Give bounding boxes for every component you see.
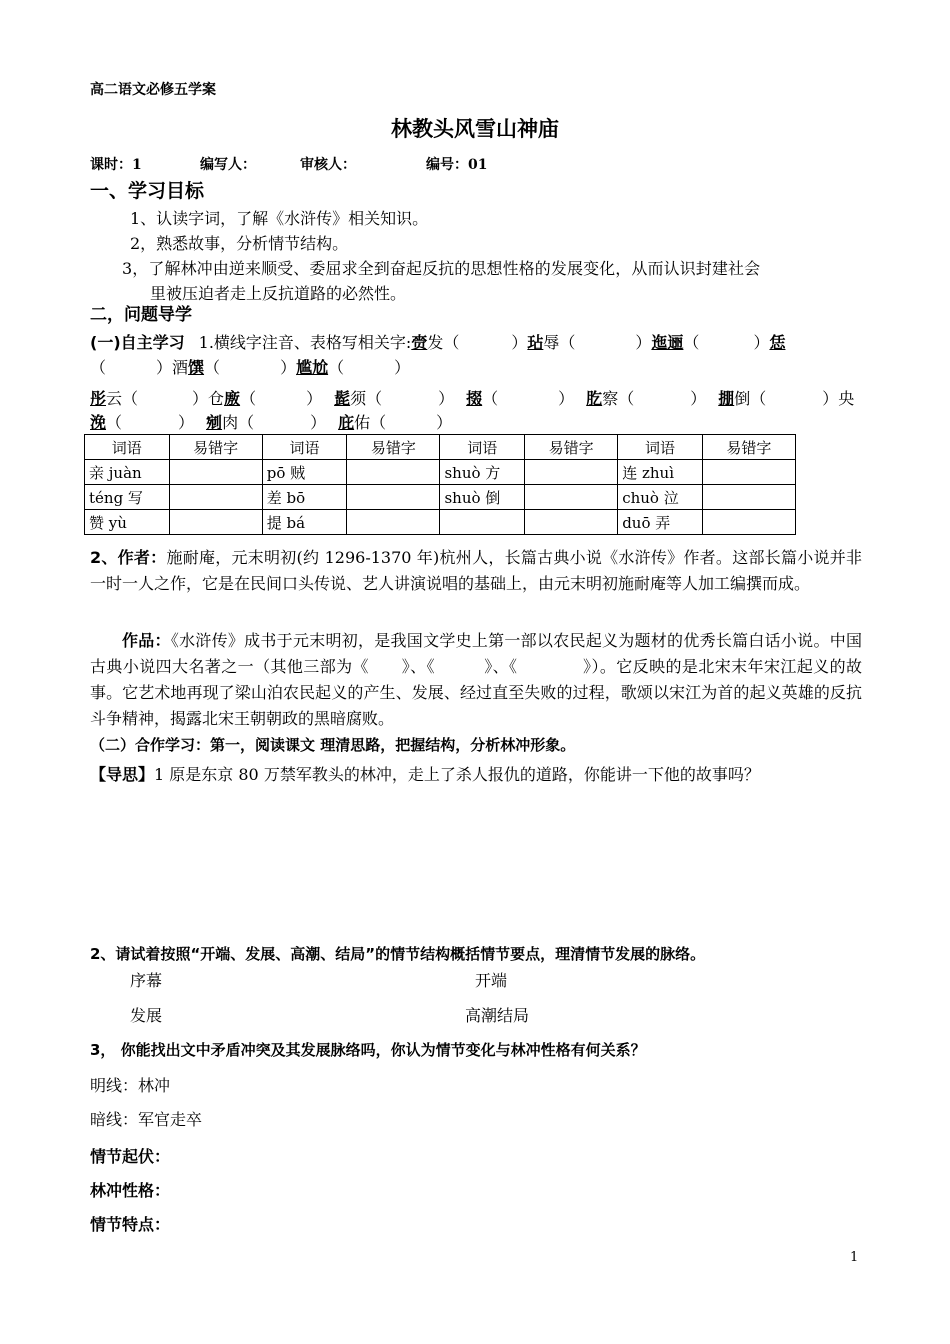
paren-open: （	[90, 358, 107, 377]
word-ge: 肐	[586, 389, 603, 408]
paren-close: ）	[280, 358, 297, 377]
word-ao-pre: ）仓	[192, 389, 225, 408]
table-cell-blank	[702, 485, 795, 510]
word-ganga-rest: （	[328, 358, 345, 377]
table-cell-blank	[525, 485, 618, 510]
table-cell: 差 bō	[262, 485, 347, 510]
objective-3: 3，了解林冲由逆来顺受、委屈求全到奋起反抗的思想性格的发展变化，从而认识封建社会	[122, 259, 761, 278]
table-cell-blank	[702, 510, 795, 535]
table-header: 易错字	[702, 435, 795, 460]
author-paragraph	[90, 545, 862, 597]
table-cell: 赞 yù	[85, 510, 170, 535]
table-header: 词语	[618, 435, 703, 460]
table-header: 词语	[440, 435, 525, 460]
meta-lesson: 课时：1	[90, 157, 142, 173]
table-cell-blank	[347, 510, 440, 535]
table-cell-blank	[440, 510, 525, 535]
paren-close: ）	[558, 389, 575, 408]
guide-text: 1 原是东京 80 万禁军教头的林冲，走上了杀人报仇的道路，你能讲一下他的故事吗？	[154, 765, 760, 784]
section1-heading: 一、学习目标	[90, 180, 205, 202]
word-ji: 赍	[411, 333, 428, 352]
table-header-row	[85, 435, 796, 460]
word-mei-pre: ）央	[822, 389, 855, 408]
coop-heading: （二）合作学习：第一，阅读课文 理清思路，把握结构，分析林冲形象。	[90, 736, 576, 754]
word-tong-rest: 云（	[106, 389, 139, 408]
table-cell: chuò 泣	[618, 485, 703, 510]
word-dian-rest: 辱（	[543, 333, 576, 352]
word-mei: 浼	[90, 413, 107, 432]
word-mei-rest: （	[106, 413, 123, 432]
word-nen: 恁	[769, 333, 786, 352]
question-2: 2、请试着按照“开端、发展、高潮、结局”的情节结构概括情节要点，理清情节发展的脉络。	[90, 945, 706, 963]
table-cell: 连 zhuì	[618, 460, 703, 485]
word-ji-rest: 发（	[427, 333, 460, 352]
paren-close: ）	[690, 389, 707, 408]
plot-prologue: 序幕	[130, 971, 163, 990]
paren-close: ）	[310, 413, 327, 432]
word-ao-rest: （	[240, 389, 257, 408]
table-row	[85, 460, 796, 485]
paren-close: ）	[178, 413, 195, 432]
table-header: 易错字	[525, 435, 618, 460]
table-cell: pō 贼	[262, 460, 347, 485]
plot-features-label: 情节特点：	[90, 1215, 171, 1234]
objective-2: 2，熟悉故事，分析情节结构。	[130, 234, 349, 253]
table-cell: duō 弄	[618, 510, 703, 535]
table-cell-blank	[169, 485, 262, 510]
table-cell: shuò 方	[440, 460, 525, 485]
task1-line3	[90, 386, 854, 409]
work-label: 作品：	[122, 631, 171, 650]
paren-close: ）	[753, 333, 770, 352]
question-3: 3， 你能找出文中矛盾冲突及其发展脉络吗，你认为情节变化与林冲性格有何关系？	[90, 1041, 646, 1059]
word-zhuan-pre: ）酒	[156, 358, 189, 377]
lin-character-label: 林冲性格：	[90, 1181, 171, 1200]
page-number: 1	[850, 1250, 859, 1265]
word-bing-rest: 倒（	[734, 389, 767, 408]
table-cell: shuò 倒	[440, 485, 525, 510]
word-wan: 剜	[206, 413, 223, 432]
table-row	[85, 510, 796, 535]
table-row	[85, 485, 796, 510]
section2-heading: 二，问题导学	[90, 305, 192, 325]
plot-climax: 高潮结局	[465, 1006, 530, 1025]
word-zhuan: 馔	[188, 358, 205, 377]
bright-line: 明线：林冲	[90, 1076, 171, 1095]
meta-writer: 编写人：	[200, 157, 256, 173]
table-cell-blank	[169, 510, 262, 535]
objective-1: 1、认读字词，了解《水浒传》相关知识。	[130, 209, 429, 228]
word-ao: 廒	[224, 389, 241, 408]
guide-label: 【导思】	[90, 765, 155, 784]
objective-3-cont: 里被压迫者走上反抗道路的必然性。	[150, 284, 407, 303]
word-zi-rest: 须（	[350, 389, 383, 408]
word-bi-rest: 佑（	[354, 413, 387, 432]
word-duo: 掇	[466, 389, 483, 408]
selfstudy-label: (一)自主学习	[90, 333, 185, 352]
meta-line	[90, 154, 487, 174]
plot-beginning: 开端	[475, 971, 508, 990]
word-bing: 掤	[718, 389, 735, 408]
work-text: 《水浒传》成书于元末明初，是我国文学史上第一部以农民起义为题材的优秀长篇白话小说。中国古典小说四大名著之一（其他三部为《 》、《 》、《 》）。它反映的是北宋末年宋江起义的故事。它艺术地再现了梁山泊农民起义的产生、发展、经过直至失败的过程，歌颂以宋江为首的起义英雄的反抗斗争精神，揭露北宋王朝朝政的黑暗腐败。	[90, 631, 862, 728]
author-text: 施耐庵，元末明初(约 1296-1370 年)杭州人，长篇古典小说《水浒传》作者。这部长篇小说并非一时一人之作，它是在民间口头传说、艺人讲演说唱的基础上，由元末明初施耐庵等人加工编撰而成。	[90, 548, 862, 593]
table-header: 词语	[85, 435, 170, 460]
table-cell-blank	[169, 460, 262, 485]
paren-close: ）	[394, 358, 411, 377]
table-cell: téng 写	[85, 485, 170, 510]
word-yili: 迤逦	[651, 333, 684, 352]
header-text: 高二语文必修五学案	[90, 82, 216, 98]
word-wan-rest: 肉（	[222, 413, 255, 432]
word-duo-rest: （	[482, 389, 499, 408]
vocab-table	[84, 434, 796, 535]
table-header: 易错字	[169, 435, 262, 460]
table-cell: 提 bá	[262, 510, 347, 535]
word-bi: 庇	[338, 413, 355, 432]
task1-line1	[90, 330, 785, 353]
table-cell-blank	[525, 460, 618, 485]
paren-close: ）	[438, 389, 455, 408]
task1-line2	[90, 355, 410, 378]
table-cell: 亲 juàn	[85, 460, 170, 485]
table-header: 词语	[262, 435, 347, 460]
author-label: 2、作者：	[90, 548, 167, 567]
paren-close: ）	[511, 333, 528, 352]
table-cell-blank	[347, 485, 440, 510]
dark-line: 暗线：军官走卒	[90, 1110, 203, 1129]
paren-close: ）	[635, 333, 652, 352]
table-cell-blank	[347, 460, 440, 485]
table-header: 易错字	[347, 435, 440, 460]
task1-text: 1.横线字注音、表格写相关字:	[198, 333, 412, 352]
work-paragraph	[90, 628, 862, 732]
word-zhuan-rest: （	[204, 358, 221, 377]
word-yili-rest: （	[683, 333, 700, 352]
word-ge-rest: 察（	[602, 389, 635, 408]
page-title: 林教头风雪山神庙	[391, 116, 559, 141]
task1-line4	[90, 410, 452, 433]
word-tong: 彤	[90, 389, 107, 408]
paren-close: ）	[436, 413, 453, 432]
guide-question	[90, 762, 760, 785]
plot-ups-label: 情节起伏：	[90, 1147, 171, 1166]
word-ganga: 尴尬	[296, 358, 329, 377]
table-cell-blank	[702, 460, 795, 485]
word-zi: 髭	[334, 389, 351, 408]
plot-development: 发展	[130, 1006, 163, 1025]
paren-close: ）	[306, 389, 323, 408]
word-dian: 玷	[527, 333, 544, 352]
table-cell-blank	[525, 510, 618, 535]
meta-number: 编号：01	[426, 157, 488, 173]
meta-reviewer: 审核人：	[300, 157, 356, 173]
